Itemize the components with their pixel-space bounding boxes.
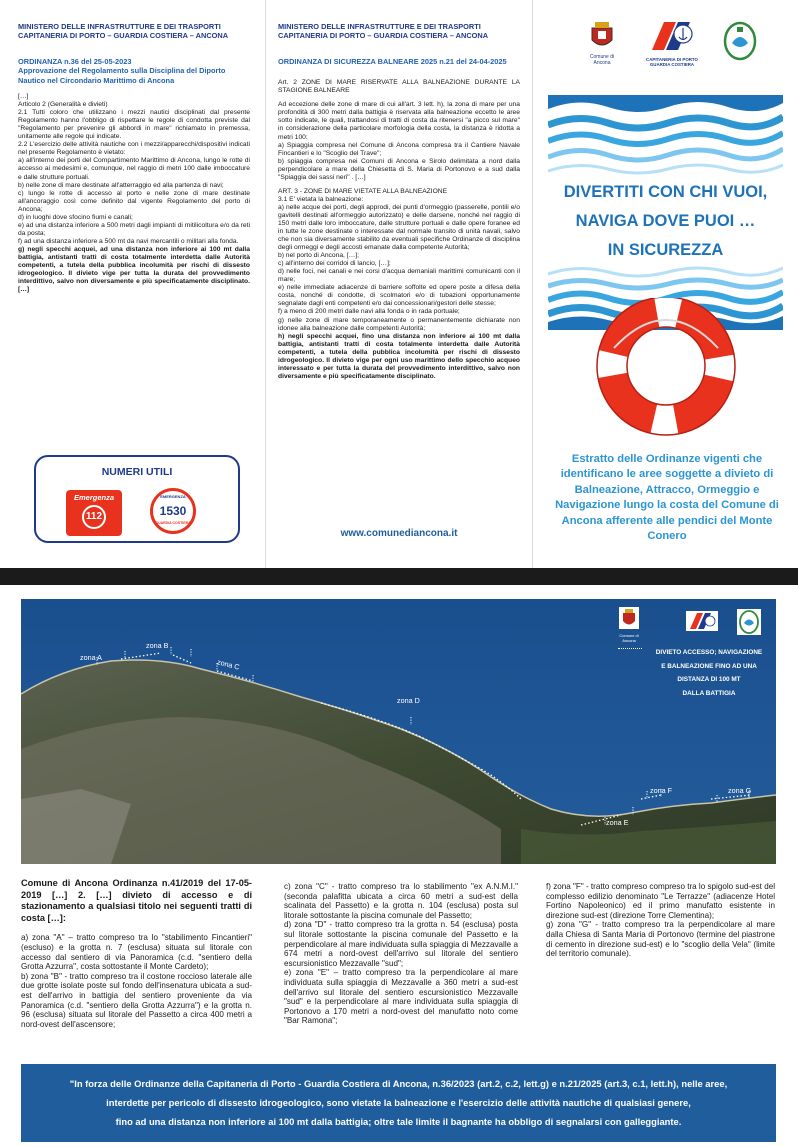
ordinance-title: ORDINANZA n.36 del 25-05-2023 Approvazione del Regolamento sulla Disciplina del Diporto Nautico nel Circondario Marittimo di Ancona — [18, 56, 226, 85]
emergency-112-card[interactable]: Emergenza 112 — [66, 490, 122, 536]
zone-label-a: zona A — [80, 653, 102, 662]
capitaneria-logo: CAPITANERIA DI PORTO GUARDIA COSTIERA — [644, 20, 700, 62]
fold-line — [532, 0, 533, 568]
comune-ancona-crest-small: Comune di Ancona — [619, 607, 639, 639]
zone-label-g: zona G — [728, 786, 752, 795]
useful-numbers-title: NUMERI UTILI — [101, 466, 173, 478]
zone-label-b: zona B — [146, 641, 169, 650]
middle-panel — [278, 22, 520, 381]
zones-cde-column: c) zona "C" - tratto compreso tra lo stabilimento "ex A.N.M.I." (seconda palafitta ubicata a circa 60 metri a sud-est della scalinata del Passetto) e la grotta n. 104 (esclusa) posta sul litorale sottostante la piscina comunale del Passetto; d) zona "D" - tratto compreso tra la grotta n. 54 (esclusa) posta sul litorale sottostante la piscina comunale del Passetto e la perpendicolare al mare individuata sulla spiaggia di Mezzavalle a 674 metri a nord-ovest dell'arrivo sul litorale del sentiero escursionistico Mezzavalle "sud"; e) zona "E" – tratto compreso tra la perpendicolare al mare individuata sulla spiaggia di Mezzavalle a 360 metri a sud-est dell'arrivo sul litorale del sentiero escursionistico Mezzavalle "sud" e la perpendicolare al mare individuata sulla spiaggia di Portonovo a 170 metri a nord-ovest del manufatto noto come "Bar Ramona"; — [284, 882, 518, 1026]
extract-description: Estratto delle Ordinanze vigenti che identificano le aree soggette a divieto di Balneazione, Attracco, Ormeggio e Navigazione lungo la costa del Comune di Ancona afferente alle pendici del Monte Conero — [555, 453, 779, 543]
left-panel — [18, 22, 250, 294]
phone-112-icon: 112 — [82, 505, 106, 529]
zone-label-d: zona D — [397, 696, 420, 705]
coast-map — [21, 599, 776, 864]
ordinance-text: […] Articolo 2 (Generalità e divieti) 2.1 Tutti coloro che utilizzano i mezzi nautici disciplinati dal presente Regolamento hanno l'obbligo di rispettare le regole di condotta previste dal "Regolamento per prevenire gli abbordi in mare" richiamato in premessa, unitamente alle regole qui indicate. 2.2 L'esercizio delle attività nautiche con i mezzi/apparecchi/dispositivi indicati nel presente Regolamento è vietato: a) all'interno dei porti del Compartimento Marittimo di Ancona, lungo le rotte di accesso ai medesimi e, comunque, nel raggio di metri 100 dalle imboccature e dalle strutture portuali. b) nelle zone di mare destinate all'atterraggio ed alla partenza di navi; c) lungo le rotte di accesso al porto e nelle zone di mare destinate all'ancoraggio così come definito dal vigente Regolamento del porto di Ancona; d) in luoghi dove sfocino fiumi e canali; e) ad una distanza inferiore a 500 metri dagli impianti di mitilicoltura e/o da reti da posta; f) ad una distanza inferiore a 500 mt da navi mercantili o militari alla fonda. g) negli specchi acquei, ad una distanza non inferiore ai 100 mt dalla battigia, antistanti tratti di costa totalmente interdetta dalle Autorità competenti, a tutela della pubblica incolumità per rischi di dissesto idrogeologico. Il divieto vige per tutta la durata del provvedimento interdittivo, salvo non diversamente e più specificatamente disciplinato. […] — [18, 93, 250, 294]
legend-dotted-line — [618, 648, 642, 649]
emergency-1530-badge[interactable]: EMERGENZA 1530 GUARDIA COSTIERA — [150, 488, 196, 534]
regional-emblem — [723, 21, 757, 61]
footer-notice: "In forza delle Ordinanze della Capitaneria di Porto - Guardia Costiera di Ancona, n.36/2023 (art.2, c.2, lett.g) e n.21/2025 (art.3, c.1, lett.h), nelle aree, interdette per pericolo di dissesto idrogeologico, sono vietate la balneazione e l'esercizio delle attività nautiche di qualsiasi genere, fino ad una distanza non inferiore ai 100 mt dalla battigia; oltre tale limite il bagnante ha obbligo di segnalarsi con galleggiante. — [21, 1064, 776, 1142]
comune-ancona-crest: Comune di Ancona — [586, 20, 618, 62]
zone-label-e: zona E — [606, 818, 629, 827]
capitaneria-logo-small — [686, 611, 718, 631]
website-link[interactable]: www.comunediancona.it — [340, 528, 458, 539]
lifebuoy-icon — [594, 298, 738, 438]
ordinance-41-column: Comune di Ancona Ordinanza n.41/2019 del 17-05-2019 […] 2. […] divieto di accesso e di stazionamento a qualsiasi titolo nei seguenti tratti di costa […]: a) zona "A" – tratto compreso tra lo "stabilimento Fincantieri" (escluso) e la grotta n. 7 (esclusa) situata sul litorale con accesso dal sentiero di via Panoramica (c.d. "sentiero della Grotta Azzurra", costa sottostante il Monte Cardeto); b) zona "B" - tratto compreso tra il costone roccioso laterale alle due grotte isolate poste sul fondo dell'insenatura ubicata a sud-est dell'arrivo in battigia del sentiero proveniente da via Panoramica (c.d. "sentiero della Grotta Azzurra") e la grotta n. 96 (esclusa) situata sul litorale del Passetto a circa 400 metri a nord-ovest dell'ascensore; — [21, 878, 252, 1029]
main-title: DIVERTITI CON CHI VUOI, NAVIGA DOVE PUOI … IN SICUREZZA — [563, 183, 768, 259]
zones-fg-column: f) zona "F" - tratto compreso compreso tra lo spigolo sud-est del complesso edilizio denominato "Le Terrazze" (adiacenze Hotel Fortino Napoleonico) ed il primo manufatto esistente in direzione sud-est (direzione Torre Clementina); g) zona "G" - tratto compreso tra la perpendicolare al mare dalla Chiesa di Santa Maria di Portonovo (termine del piastrone di cemento in direzione sud-est) e lo "scoglio della Vela" (limite del territorio comunale). — [546, 882, 775, 959]
useful-numbers-box — [34, 455, 240, 543]
zone-label-f: zona F — [650, 786, 672, 795]
waves-top-graphic — [548, 95, 783, 175]
regional-emblem-small — [737, 609, 761, 635]
satellite-map-image — [21, 599, 776, 864]
ordinance-41-title: Comune di Ancona Ordinanza n.41/2019 del 17-05-2019 […] 2. […] divieto di accesso e di stazionamento a qualsiasi titolo nei seguenti tratti di costa […]: — [21, 878, 252, 923]
ministry-header: MINISTERO DELLE INFRASTRUTTURE E DEI TRASPORTI CAPITANERIA DI PORTO – GUARDIA COSTIERA – ANCONA — [18, 22, 229, 41]
map-legend: DIVIETO ACCESSO; NAVIGAZIONE E BALNEAZIONE FINO AD UNA DISTANZA DI 100 MT DALLA BATTIGIA — [655, 649, 763, 697]
ordinance-title: ORDINANZA DI SICUREZZA BALNEARE 2025 n.21 del 24-04-2025 — [278, 56, 507, 66]
ordinance-text: Art. 2 ZONE DI MARE RISERVATE ALLA BALNEAZIONE DURANTE LA STAGIONE BALNEARE Ad eccezione delle zone di mare di cui all'art. 3 lett. h), la zona di mare per una profondità di 300 metri dalla battigia è riservata alla balneazione eccetto le aree sotto indicate, le quali, trattandosi di tratti di costa da ritenersi "a picco sul mare" in considerazione della particolare morfologia della costa, la distanza è ridotta a metri 100: a) Spiaggia compresa nel Comune di Ancona compresa tra il Cantiere Navale Fincantieri e lo "Scoglio del Trave"; b) spiaggia compresa nei Comuni di Ancona e Sirolo delimitata a nord dalla perpendicolare a mare della Chiesetta di S. Maria di Portonovo e a sud dalla "Spiaggia dei sassi neri" . […] ART. 3 - ZONE DI MARE VIETATE ALLA BALNEAZIONE 3.1 E' vietata la balneazione: a) nelle acque dei porti, degli approdi, dei punti d'ormeggio (passerelle, pontili e/o gavitelli destinati all'ormeggio autorizzato) e delle darsene, nonché nel raggio di 150 metri dalle loro imboccature, dalle strutture portuali e dalle opere foranee ed in tutte le zone destinate o interessate dal normale transito di unità navali, salvo che non sia diversamente stabilito da eventuali specifiche Ordinanze di disciplina degli ormeggi e degli accosti emanate dalla competente Autorità; b) nel porto di Ancona, […]; c) all'interno dei corridoi di lancio, […]; d) nelle foci, nei canali e nei corsi d'acqua demaniali marittimi comunicanti con il mare; e) nelle immediate adiacenze di barriere soffolte ed opere poste a difesa della costa, nonché di condotte, di scolmatori e/o di tubazioni opportunamente segnalate dagli enti competenti e/o dai concessionari/gestori delle stesse; f) a meno di 200 metri dalle navi alla fonda o in rada portuale; g) nelle zone di mare temporaneamente o permanentemente dichiarate non idonee alla balneazione dalle competenti Autorità; h) negli specchi acquei, fino una distanza non inferiore ai 100 mt dalla battigia, antistanti tratti di costa totalmente interdetta dalle Autorità competenti, a tutela della pubblica incolumità per rischi di dissesto idrogeologico. Il divieto vige per ogni uso marittimo dello specchio acqueo interessato e per tutta la durata del provvedimento interdittivo, salvo non diversamente e più specificatamente disciplinato. — [278, 79, 520, 380]
page-separator — [0, 568, 798, 585]
zone-label-c: zona C — [216, 657, 241, 672]
ministry-header: MINISTERO DELLE INFRASTRUTTURE E DEI TRASPORTI CAPITANERIA DI PORTO – GUARDIA COSTIERA – ANCONA — [278, 22, 489, 41]
fold-line — [265, 0, 266, 568]
